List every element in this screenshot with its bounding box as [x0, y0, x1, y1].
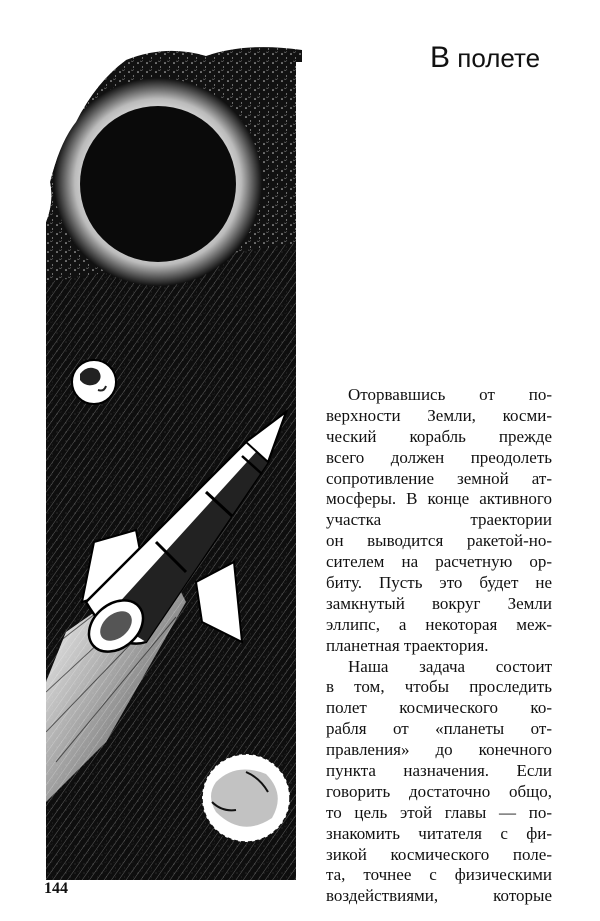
text-line: правления» до конечного [326, 740, 552, 760]
chapter-title-letter: В [430, 41, 451, 74]
text-line: рабля от «планеты от- [326, 719, 552, 739]
text-line: Оторвавшись от по- [348, 385, 552, 404]
text-line: знакомить читателя с фи- [326, 823, 552, 843]
text-line: полет космического ко- [326, 698, 552, 718]
text-line: говорить достаточно общо, [326, 781, 552, 801]
text-line: сопротивление земной ат- [326, 468, 552, 488]
text-line: то цель этой главы — по- [326, 802, 552, 822]
lower-moon [202, 754, 290, 842]
text-line: Наша задача состоит [348, 656, 552, 676]
text-line: участка траектории [326, 510, 552, 530]
text-line: эллипс, а некоторая меж- [326, 614, 552, 634]
dark-planet [80, 106, 236, 262]
page-number: 144 [44, 880, 68, 897]
text-line: воздействиями, которые [326, 886, 552, 906]
text-line: мосферы. В конце активного [326, 489, 552, 509]
rocket-illustration-svg [46, 42, 302, 880]
chapter-title-rest: полете [457, 43, 541, 73]
text-line: планетная траектория. [326, 635, 489, 655]
rocket-illustration [46, 42, 302, 880]
text-line: он выводится ракетой-но- [326, 531, 552, 551]
text-line: верхности Земли, косми- [326, 405, 552, 425]
text-line: замкнутый вокруг Земли [326, 593, 552, 613]
text-line: в том, чтобы проследить [326, 677, 552, 697]
text-line: зикой космического поле- [326, 844, 552, 864]
chapter-title [430, 40, 540, 76]
text-line: биту. Пусть это будет не [326, 573, 552, 593]
text-line: та, точнее с физическими [326, 865, 552, 885]
text-line: сителем на расчетную ор- [326, 552, 552, 572]
small-moon [72, 360, 116, 404]
text-line: пункта назначения. Если [326, 761, 552, 781]
body-text [326, 385, 552, 907]
text-line: всего должен преодолеть [326, 447, 552, 467]
text-line: ческий корабль прежде [326, 426, 552, 446]
